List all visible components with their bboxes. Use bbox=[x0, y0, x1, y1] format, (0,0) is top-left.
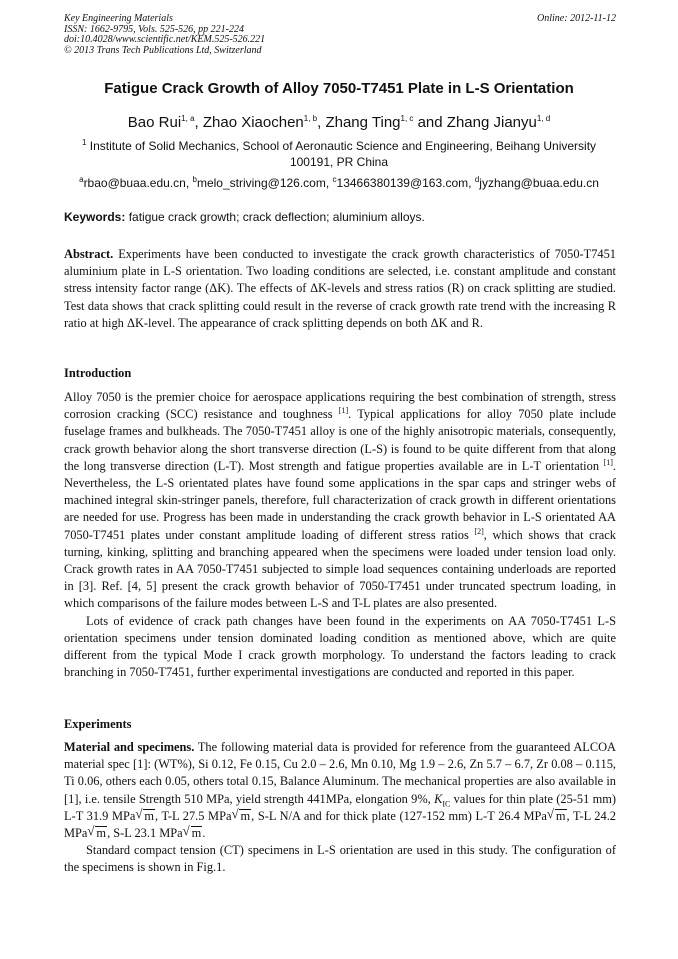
sqrt-m: √ m bbox=[239, 809, 251, 822]
section-heading-introduction: Introduction bbox=[64, 366, 132, 380]
abstract-label: Abstract. bbox=[64, 247, 114, 261]
sqrt-m: √ m bbox=[555, 809, 567, 822]
author-list bbox=[40, 114, 638, 131]
online-date: Online: 2012-11-12 bbox=[537, 13, 616, 24]
issn-line: ISSN: 1662-9795, Vols. 525-526, pp 221-224 bbox=[64, 23, 244, 35]
sqrt-m: √ m bbox=[191, 826, 203, 839]
email-list: $^a$rbao@buaa.edu.cn, $^b$melo_striving@126.com, $^c$13466380139@163.com, $^d$jyzhang@buaa.edu.cn bbox=[79, 175, 599, 190]
paragraph: Material and specimens. The following material data is provided for reference from the guaranteed ALCOA material spec [1]: (WT%), Si 0.12, Fe 0.15, Cu 2.0 – 2.6, Mn 0.10, Mg 1.9 – 2.6, Zn 5.7 – 6.7, Zr 0.08 – 0.115, Ti 0.06, others each 0.05, others total 0.15, Balance Aluminum. The mechanical properties are also available in [1], i.e. tensile Strength 510 MPa, yield strength 441MPa, elongation 9%, $K_{IC}$ values for thin plate (25-51 mm) L-T 31.9 MPa√ m, T-L 27.5 MPa√ m, S-L N/A and for thick plate (127-152 mm) L-T 26.4 MPa√ m, T-L 24.2 MPa√ m, S-L 23.1 MPa√ m. bbox=[64, 739, 616, 842]
citation[interactable]: [1] bbox=[603, 457, 613, 467]
email[interactable]: $^d$jyzhang@buaa.edu.cn bbox=[474, 175, 599, 190]
paragraph: Alloy 7050 is the premier choice for aerospace applications requiring the best combination of strength, stress corrosion cracking (SCC) resistance and toughness [1]. Typical applications for alloy 7050 plate include fuselage frames and bulkheads. The 7050-T7451 alloy is one of the highly anisotropic materials, consequently, crack growth behavior along the short transverse direction (L-S) is found to be quite different from that along the long transverse direction (L-T). Most strength and fatigue properties available are in L-T orientation [1]. Nevertheless, the L-S orientated plates have found some applications in the spar caps and stringer webs of machined integral skin-stringer panels, therefore, full characterization of crack growth in different orientations are needed for use. Progress has been made in understanding the crack growth behavior in L-S orientated AA 7050-T7451 plates under constant amplitude loading of different stress ratios [2], which shows that crack turning, kinking, splitting and branching appeared when the specimens were loaded under tension load only. Crack growth rates in AA 7050-T7451 subjected to simple load sequences containing underloads are reported in [3]. Ref. [4, 5] present the crack growth behavior of 7050-T7451 under truncated spectrum loading, in which comparisons of the failure modes between L-S and T-L plates are also presented. bbox=[64, 390, 617, 611]
introduction-body bbox=[64, 389, 616, 681]
email[interactable]: $^a$rbao@buaa.edu.cn bbox=[79, 175, 186, 190]
paper-title: Fatigue Crack Growth of Alloy 7050-T7451 Plate in L-S Orientation bbox=[104, 80, 574, 97]
keywords bbox=[64, 210, 616, 224]
keywords-text: fatigue crack growth; crack deflection; aluminium alloys. bbox=[125, 210, 425, 224]
author: Bao Rui$^{1, a}$, bbox=[127, 114, 203, 131]
sqrt-m: √ m bbox=[95, 826, 107, 839]
journal-header bbox=[64, 14, 616, 56]
doi-line[interactable]: doi:10.4028/www.scientific.net/KEM.525-526.221 bbox=[64, 34, 266, 45]
citation[interactable]: [2] bbox=[474, 526, 484, 536]
author: Zhang Ting$^{1, c}$ and bbox=[325, 114, 447, 131]
section-heading-experiments: Experiments bbox=[64, 717, 132, 731]
paragraph: Lots of evidence of crack path changes have been found in the experiments on AA 7050-T7451 L-S orientation specimens under tension dominated loading condition as mentioned above, which are quite different from the typical Mode I crack growth morphology. To understand the factors leading to crack branching in 7050-T7451, further experimental investigations are conducted and reported in this paper. bbox=[64, 613, 616, 680]
email[interactable]: $^c$13466380139@163.com bbox=[332, 175, 469, 190]
experiments-body bbox=[64, 739, 616, 877]
abstract bbox=[64, 246, 616, 332]
sqrt-m: √ m bbox=[143, 809, 155, 822]
journal-name: Key Engineering Materials bbox=[64, 13, 173, 24]
subsection-label: Material and specimens. bbox=[64, 740, 195, 754]
keywords-label: Keywords: bbox=[64, 210, 126, 224]
email[interactable]: $^b$melo_striving@126.com bbox=[192, 175, 326, 190]
affiliation: $^1$ Institute of Solid Mechanics, School of Aeronautic Science and Engineering, Beihang University 100191, PR China bbox=[81, 138, 597, 169]
paragraph: Standard compact tension (CT) specimens in L-S orientation are used in this study. The configuration of the specimens is shown in Fig.1. bbox=[64, 843, 616, 875]
abstract-text: Experiments have been conducted to investigate the crack growth characteristics of 7050-T7451 aluminium plate in L-S orientation. Two loading conditions are selected, i.e. constant amplitude and constant stress intensity factor range (ΔK). The effects of ΔK-levels and stress ratios (R) on crack splitting are studied. Test data shows that crack splitting could result in the reverse of crack growth rate trend with the increasing R ratio at high ΔK-level. The appearance of crack splitting depends on both ΔK and R. bbox=[64, 247, 616, 330]
copyright-line: © 2013 Trans Tech Publications Ltd, Switzerland bbox=[64, 44, 262, 56]
author: Zhang Jianyu$^{1, d}$ bbox=[446, 114, 551, 131]
citation[interactable]: [1] bbox=[338, 406, 349, 416]
author: Zhao Xiaochen$^{1, b}$, bbox=[202, 114, 326, 131]
